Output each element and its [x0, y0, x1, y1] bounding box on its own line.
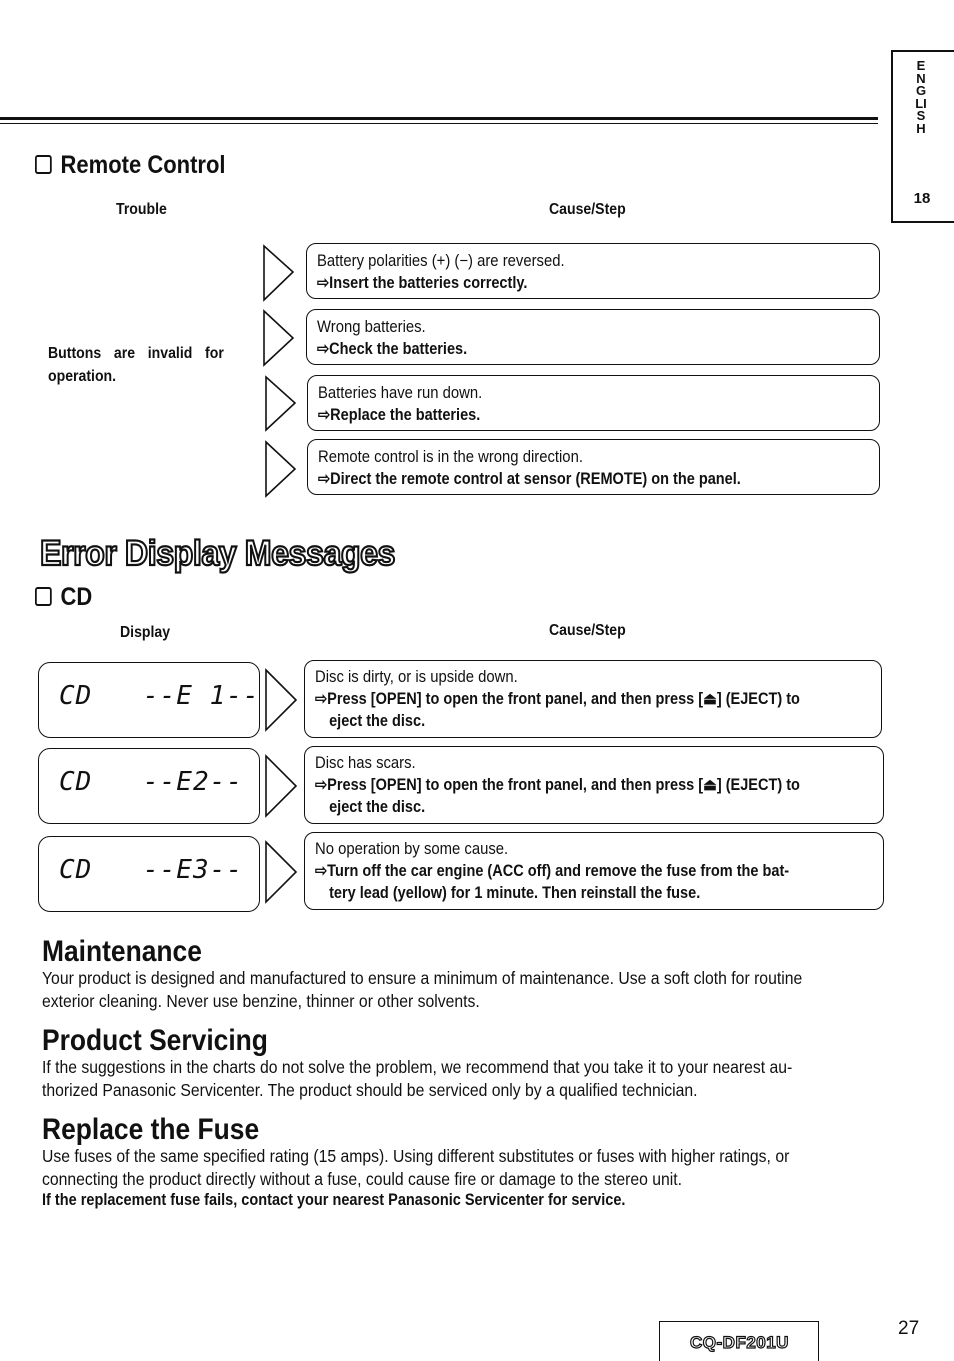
- fuse-text: [42, 1145, 888, 1191]
- fuse-line-1: Use fuses of the same specified rating (15 amps). Using different substitutes or fuses with higher ratings, or: [42, 1146, 790, 1166]
- col-display: Display: [120, 624, 171, 641]
- lcd-display: [38, 662, 260, 738]
- servicing-line-2: thorized Panasonic Servicenter. The product should be serviced only by a qualified technician.: [42, 1080, 698, 1100]
- lcd-display: [38, 836, 260, 912]
- cause-box: [304, 660, 882, 738]
- cd-heading: [35, 583, 92, 612]
- lcd-right: --E 1--: [143, 681, 260, 711]
- arrow-triangles: [262, 244, 298, 504]
- triangle-arrow-icon: [266, 756, 296, 816]
- triangle-arrow-icon: [264, 311, 293, 365]
- cause-text: No operation by some cause.: [315, 840, 509, 858]
- model-number: CQ-DF201U: [690, 1333, 789, 1352]
- remote-control-heading: [35, 151, 226, 180]
- step-text-cont: tery lead (yellow) for 1 minute. Then reinstall the fuse.: [329, 884, 701, 902]
- section-number: 18: [913, 190, 931, 207]
- cause-box: [307, 439, 880, 495]
- maintenance-text: [42, 967, 888, 1013]
- trouble-text: [48, 342, 224, 388]
- cause-box: [304, 832, 884, 910]
- step-text: ⇨Replace the batteries.: [318, 406, 481, 424]
- remote-control-title: Remote Control: [60, 151, 226, 179]
- fuse-line-2: connecting the product directly without a fuse, could cause fire or damage to the stereo unit.: [42, 1169, 682, 1189]
- header-rule-thin: [0, 123, 878, 124]
- triangle-arrow-icon: [264, 246, 293, 300]
- lcd-display: [38, 748, 260, 824]
- lcd-right: --E3--: [143, 855, 243, 885]
- cause-text: Disc is dirty, or is upside down.: [315, 668, 518, 686]
- servicing-heading: Product Servicing: [42, 1024, 268, 1057]
- trouble-line-2: operation.: [48, 368, 117, 385]
- arrow-triangles-cd: [262, 664, 302, 914]
- lcd-left: CD: [59, 681, 93, 711]
- cause-text: Wrong batteries.: [317, 318, 426, 336]
- cause-box: [307, 375, 880, 431]
- checkbox-square-icon: [35, 587, 52, 606]
- cd-title: CD: [60, 583, 93, 611]
- maintenance-line-2: exterior cleaning. Never use benzine, thinner or other solvents.: [42, 991, 480, 1011]
- step-text-cont: eject the disc.: [329, 798, 426, 816]
- maintenance-line-1: Your product is designed and manufactured to ensure a minimum of maintenance. Use a soft cloth for routine: [42, 968, 803, 988]
- cause-box: [306, 243, 880, 299]
- cause-text: Batteries have run down.: [318, 384, 483, 402]
- triangle-arrow-icon: [266, 442, 295, 496]
- fuse-heading: Replace the Fuse: [42, 1113, 260, 1146]
- cause-text: Battery polarities (+) (−) are reversed.: [317, 252, 565, 270]
- servicing-text: [42, 1056, 888, 1102]
- language-tab-label: [906, 60, 936, 135]
- error-display-title: Error Display Messages: [40, 534, 396, 573]
- col-trouble: Trouble: [116, 201, 167, 218]
- step-text: ⇨Check the batteries.: [317, 340, 468, 358]
- col-cause-step: Cause/Step: [549, 201, 626, 218]
- header-rule: [0, 117, 878, 120]
- servicing-line-1: If the suggestions in the charts do not solve the problem, we recommend that you take it to your nearest au-: [42, 1057, 793, 1077]
- checkbox-square-icon: [35, 155, 52, 174]
- step-text: ⇨Press [OPEN] to open the front panel, and then press [⏏] (EJECT) to: [315, 776, 800, 794]
- step-text: ⇨Press [OPEN] to open the front panel, and then press [⏏] (EJECT) to: [315, 690, 800, 708]
- lcd-left: CD: [59, 767, 93, 797]
- step-text-cont: eject the disc.: [329, 712, 426, 730]
- cause-box: [306, 309, 880, 365]
- maintenance-heading: Maintenance: [42, 935, 202, 968]
- page-number: 27: [898, 1318, 920, 1339]
- language-text: ENGLISH: [915, 58, 927, 136]
- step-text: ⇨Insert the batteries correctly.: [317, 274, 528, 292]
- col-cause-step-cd: Cause/Step: [549, 622, 626, 639]
- cause-box: [304, 746, 884, 824]
- step-text: ⇨Turn off the car engine (ACC off) and remove the fuse from the bat-: [315, 862, 790, 880]
- trouble-line-1: Buttons are invalid for: [48, 345, 224, 362]
- triangle-arrow-icon: [266, 670, 296, 730]
- triangle-arrow-icon: [266, 377, 295, 430]
- cause-text: Disc has scars.: [315, 754, 416, 772]
- lcd-right: --E2--: [143, 767, 243, 797]
- step-text: ⇨Direct the remote control at sensor (REMOTE) on the panel.: [318, 470, 741, 488]
- triangle-arrow-icon: [266, 842, 296, 902]
- cause-text: Remote control is in the wrong direction.: [318, 448, 583, 466]
- fuse-warning: If the replacement fuse fails, contact your nearest Panasonic Servicenter for service.: [42, 1191, 626, 1209]
- lcd-left: CD: [59, 855, 93, 885]
